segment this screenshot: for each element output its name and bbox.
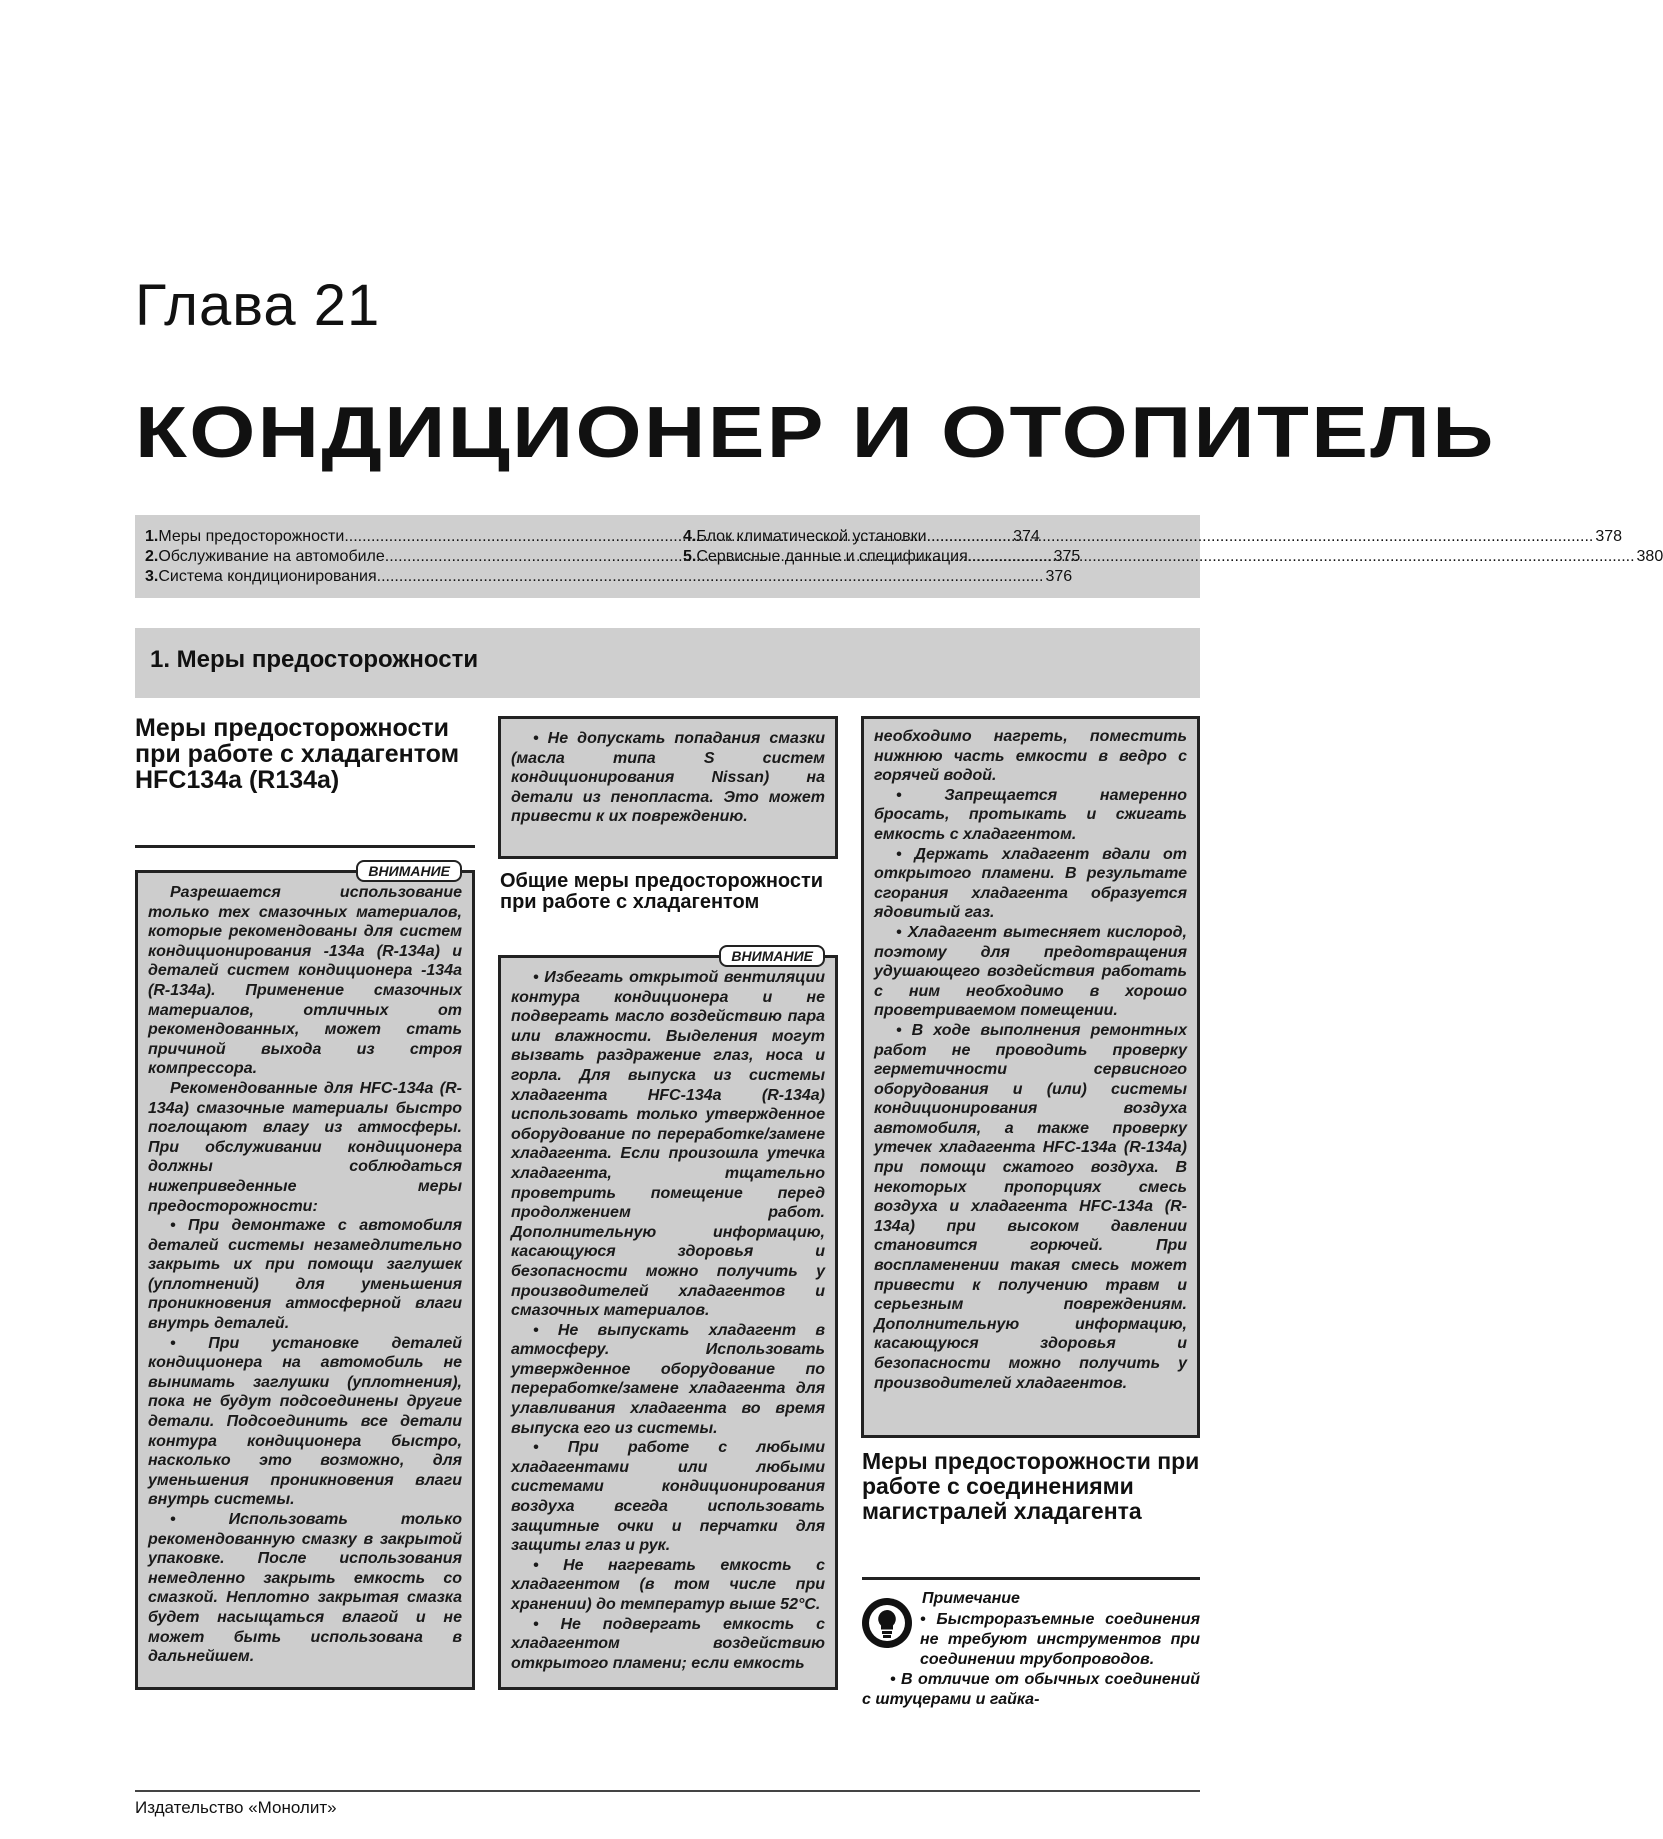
- col3-warning-box: [861, 716, 1200, 1438]
- paragraph: • Не подвергать емкость с хладагентом воздействию открытого пламени; если емкость: [511, 1615, 825, 1672]
- col2-warning-box: [498, 948, 838, 1690]
- col2-heading: Общие меры предосторожности при работе с хладагентом: [500, 870, 824, 913]
- note-text: [862, 1610, 1200, 1710]
- col1-heading: Меры предосторожности при работе с хладагентом HFC134a (R134a): [135, 714, 460, 794]
- paragraph: • Хладагент вытесняет кислород, поэтому для предотвращения удушающего воздействия работать с ним необходимо в хорошо проветриваемом помещении.: [874, 923, 1187, 1020]
- paragraph: • Использовать только рекомендованную смазку в закрытой упаковке. После использования немедленно закрыть емкость со смазкой. Неплотно закрытая смазка будет насыщаться влагой и не может быть использована в дальнейшем.: [148, 1511, 462, 1666]
- section-title: 1. Меры предосторожности: [150, 646, 479, 673]
- table-of-contents: [135, 515, 1663, 598]
- paragraph: • Не выпускать хладагент в атмосферу. Использовать утвержденное оборудование по переработке/замене хладагента для улавливания хладагента во время выпуска его из системы.: [511, 1321, 825, 1437]
- warning-badge: ВНИМАНИЕ: [356, 860, 462, 882]
- paragraph: необходимо нагреть, поместить нижнюю часть емкости в ведро с горячей водой.: [874, 728, 1187, 785]
- paragraph: • При демонтаже с автомобиля деталей системы незамедлительно закрыть их при помощи заглушек (уплотнений) для уменьшения проникновения атмосферной влаги внутрь деталей.: [148, 1217, 462, 1333]
- paragraph: • Быстроразъемные соединения не требуют инструментов при соединении трубопроводов.: [920, 1611, 1200, 1668]
- paragraph: Рекомендованные для HFC-134a (R-134a) смазочные материалы быстро поглощают влагу из атмосферы. При обслуживании кондиционера должны соблюдаться нижеприведенные меры предосторожности:: [148, 1079, 462, 1215]
- col3-heading: Меры предосторожности при работе с соединениями магистралей хладагента: [862, 1448, 1200, 1524]
- col1-heading-rule: [135, 845, 475, 848]
- toc-column-right: [683, 527, 1663, 567]
- col3-heading-rule: [862, 1577, 1200, 1580]
- paragraph: • Избегать открытой вентиляции контура кондиционера и не подвергать масло воздействию пара или влажности. Выделения могут вызвать раздражение глаз, носа и горла. Для выпуска из системы хладагента HFC-134a (R-134a) использовать только утвержденное оборудование по переработке/замене хладагента. Если произошла утечка хладагента, тщательно проветрить помещение перед продолжением работ. Дополнительную информацию, касающуюся здоровья и безопасности можно получить у производителей хладагентов и смазочных материалов.: [511, 969, 825, 1320]
- toc-item[interactable]: 2. Обслуживание на автомобиле ..... 375: [145, 547, 615, 567]
- paragraph: • В ходе выполнения ремонтных работ не проводить проверку герметичности сервисного оборудования и (или) системы кондиционирования воздуха автомобиля, а также проверку утечек хладагента HFC-134a (R-134a) при помощи сжатого воздуха. В некоторых пропорциях смесь воздуха и хладагента HFC-134a (R-134a) при высоком давлении становится горючей. При воспламенении такая смесь может привести к получению травм и серьезным повреждениям. Дополнительную информацию, касающуюся здоровья и безопасности можно получить у производителей хладагентов.: [874, 1021, 1187, 1392]
- paragraph: • Не нагревать емкость с хладагентом (в том числе при хранении) до температур выше 52°С.: [511, 1556, 825, 1613]
- paragraph: • При работе с любыми хладагентами или любыми системами кондиционирования воздуха всегда использовать защитные очки и перчатки для защиты глаз и рук.: [511, 1439, 825, 1555]
- col2-top-box: [498, 716, 838, 859]
- note-label: Примечание: [922, 1590, 1020, 1607]
- toc-item[interactable]: 3. Система кондиционирования ..... 376: [145, 567, 615, 587]
- toc-item[interactable]: 5. Сервисные данные и спецификация ..... 380: [683, 547, 1183, 567]
- warning-badge: ВНИМАНИЕ: [719, 945, 825, 967]
- footer-divider: [135, 1790, 1200, 1792]
- toc-item[interactable]: 1. Меры предосторожности ..... 374: [145, 527, 615, 547]
- chapter-title: КОНДИЦИОНЕР И ОТОПИТЕЛЬ: [135, 393, 1496, 473]
- section-header: [135, 628, 1200, 698]
- paragraph: Разрешается использование только тех смазочных материалов, которые рекомендованы для систем кондиционирования -134a (R-134a) и деталей систем кондиционера -134a (R-134a). Применение смазочных материалов, отличных от рекомендованных, может стать причиной выхода из строя компрессора.: [148, 884, 462, 1078]
- toc-item[interactable]: 4. Блок климатической установки ..... 378: [683, 527, 1183, 547]
- paragraph: • Держать хладагент вдали от открытого пламени. В результате сгорания хладагента образуется ядовитый газ.: [874, 845, 1187, 922]
- paragraph: • В отличие от обычных соединений с штуцерами и гайка-: [862, 1671, 1200, 1708]
- footer-publisher: Издательство «Монолит»: [135, 1798, 337, 1817]
- col1-warning-box: [135, 863, 475, 1690]
- paragraph: • Запрещается намеренно бросать, протыкать и сжигать емкость с хладагентом.: [874, 786, 1187, 843]
- chapter-number: Глава 21: [135, 273, 381, 338]
- paragraph: • Не допускать попадания смазки (масла типа S систем кондиционирования Nissan) на детали из пенопласта. Это может привести к их повреждению.: [511, 730, 825, 826]
- paragraph: • При установке деталей кондиционера на автомобиль не вынимать заглушки (уплотнения), пока не будут подсоединены другие детали. Подсоединить все детали контура кондиционера быстро, насколько это возможно, для уменьшения проникновения влаги внутрь системы.: [148, 1334, 462, 1509]
- toc-column-left: [145, 527, 1081, 587]
